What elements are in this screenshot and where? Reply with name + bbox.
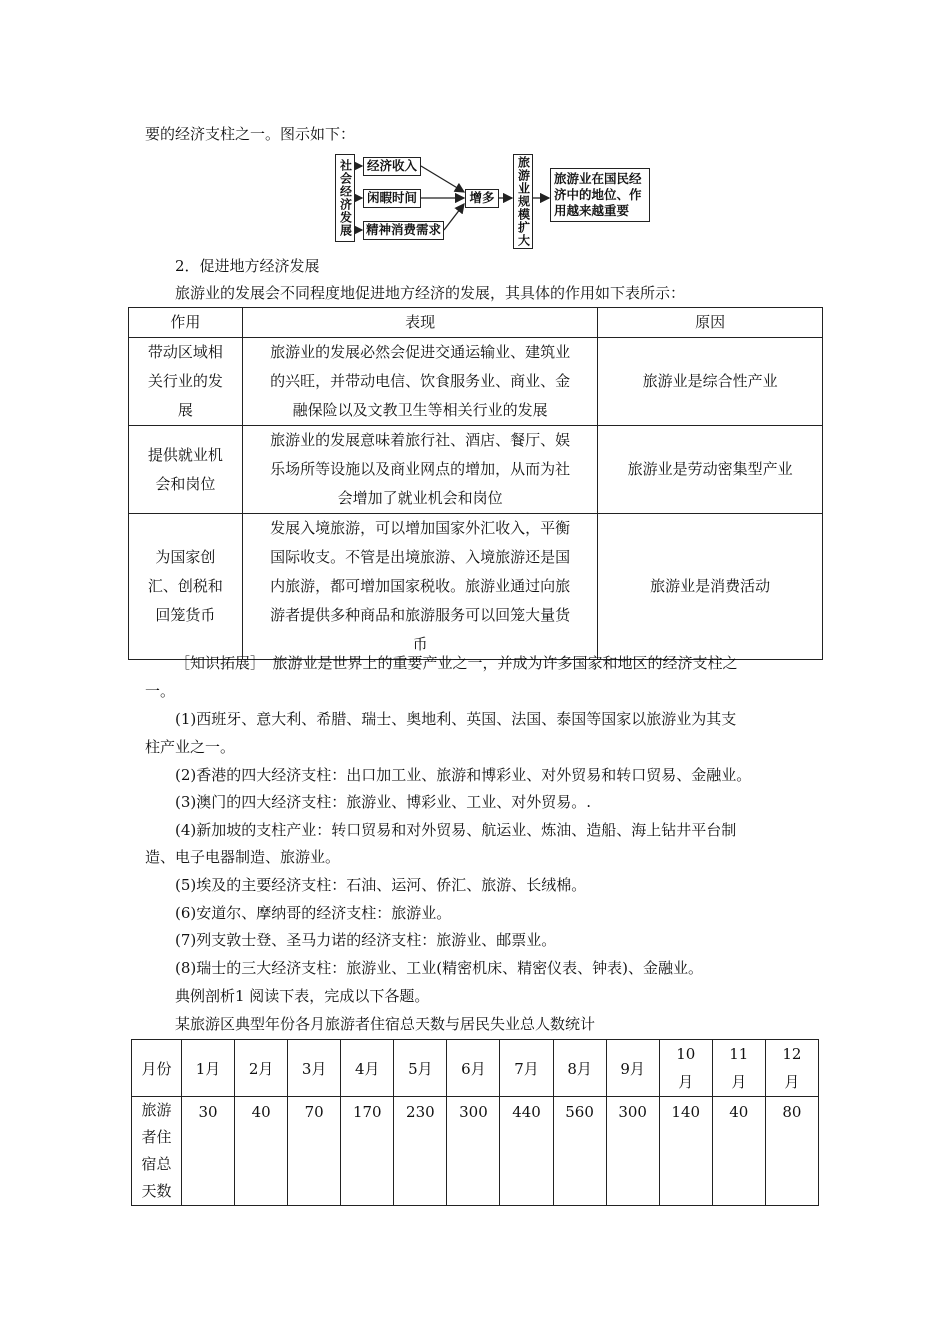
month-cell: 5月	[394, 1040, 447, 1097]
stay-days-row	[132, 1097, 819, 1206]
tourism-stats-table	[131, 1039, 819, 1206]
body-line: (3)澳门的四大经济支柱：旅游业、博彩业、工业、对外贸易。.	[175, 793, 592, 811]
month-cell: 7月	[500, 1040, 553, 1097]
value-cell: 70	[288, 1097, 341, 1206]
table-row	[129, 426, 823, 514]
table-caption: 某旅游区典型年份各月旅游者住宿总天数与居民失业总人数统计	[175, 1015, 596, 1033]
diagram-arrows	[0, 0, 950, 260]
diagram-scale-box: 旅游业规模扩大	[513, 154, 533, 249]
body-line: 一。	[145, 682, 176, 700]
month-cell: 6月	[447, 1040, 500, 1097]
month-cell: 12月	[765, 1040, 818, 1097]
reason-cell: 旅游业是综合性产业	[598, 338, 823, 426]
diagram-factor-demand: 精神消费需求	[363, 221, 444, 240]
body-line: (8)瑞士的三大经济支柱：旅游业、工业(精密机床、精密仪表、钟表)、金融业。	[175, 959, 703, 977]
month-header-label: 月份	[132, 1040, 182, 1097]
value-cell: 440	[500, 1097, 553, 1206]
table-row	[129, 514, 823, 660]
value-cell: 230	[394, 1097, 447, 1206]
body-line: (6)安道尔、摩纳哥的经济支柱：旅游业。	[175, 904, 452, 922]
reason-cell: 旅游业是消费活动	[598, 514, 823, 660]
role-cell: 为国家创 汇、创税和 回笼货币	[129, 514, 243, 660]
body-line: (5)埃及的主要经济支柱：石油、运河、侨汇、旅游、长绒棉。	[175, 876, 587, 894]
diagram-middle-box: 增多	[465, 189, 499, 208]
body-line: (7)列支敦士登、圣马力诺的经济支柱：旅游业、邮票业。	[175, 931, 557, 949]
value-cell: 140	[659, 1097, 712, 1206]
table-header-row	[129, 308, 823, 338]
month-cell: 10月	[659, 1040, 712, 1097]
diagram-factor-leisure: 闲暇时间	[363, 189, 421, 208]
value-cell: 40	[712, 1097, 765, 1206]
value-cell: 80	[765, 1097, 818, 1206]
value-cell: 300	[447, 1097, 500, 1206]
body-line: 造、电子电器制造、旅游业。	[145, 848, 341, 866]
diagram-factor-income: 经济收入	[363, 157, 421, 176]
month-cell: 8月	[553, 1040, 606, 1097]
month-cell: 3月	[288, 1040, 341, 1097]
section-heading: 2．促进地方经济发展	[175, 257, 320, 275]
effects-table	[128, 307, 823, 660]
arrow-factor3-to-middle	[444, 204, 464, 230]
header-reason: 原因	[598, 308, 823, 338]
month-cell: 9月	[606, 1040, 659, 1097]
value-cell: 30	[182, 1097, 235, 1206]
month-cell: 4月	[341, 1040, 394, 1097]
body-line: (1)西班牙、意大利、希腊、瑞士、奥地利、英国、法国、泰国等国家以旅游业为其支	[175, 710, 737, 728]
month-cell: 2月	[235, 1040, 288, 1097]
month-row	[132, 1040, 819, 1097]
example-heading: 典例剖析1 阅读下表，完成以下各题。	[175, 987, 430, 1005]
reason-cell: 旅游业是劳动密集型产业	[598, 426, 823, 514]
table-row	[129, 338, 823, 426]
row-label: 旅游者住宿总天数	[132, 1097, 182, 1206]
performance-cell: 旅游业的发展意味着旅行社、酒店、餐厅、娱 乐场所等设施以及商业网点的增加，从而为社 会增加了就业机会和岗位	[242, 426, 597, 514]
value-cell: 560	[553, 1097, 606, 1206]
value-cell: 170	[341, 1097, 394, 1206]
header-role: 作用	[129, 308, 243, 338]
value-cell: 40	[235, 1097, 288, 1206]
diagram-source-box: 社会经济发展	[335, 154, 355, 242]
body-line: (4)新加坡的支柱产业：转口贸易和对外贸易、航运业、炼油、造船、海上钻井平台制	[175, 821, 737, 839]
performance-cell: 旅游业的发展必然会促进交通运输业、建筑业 的兴旺，并带动电信、饮食服务业、商业、金 融保险以及文教卫生等相关行业的发展	[242, 338, 597, 426]
performance-cell: 发展入境旅游，可以增加国家外汇收入，平衡 国际收支。不管是出境旅游、入境旅游还是国 内旅游，都可增加国家税收。旅游业通过向旅 游者提供多种商品和旅游服务可以回笼大量货 币	[242, 514, 597, 660]
intro-line: 要的经济支柱之一。图示如下：	[145, 125, 356, 143]
month-cell: 11月	[712, 1040, 765, 1097]
role-cell: 带动区域相 关行业的发 展	[129, 338, 243, 426]
body-line: (2)香港的四大经济支柱：出口加工业、旅游和博彩业、对外贸易和转口贸易、金融业。	[175, 766, 752, 784]
month-cell: 1月	[182, 1040, 235, 1097]
knowledge-extension-line: ［知识拓展］ 旅游业是世界上的重要产业之一，并成为许多国家和地区的经济支柱之	[175, 654, 738, 672]
value-cell: 300	[606, 1097, 659, 1206]
section-intro: 旅游业的发展会不同程度地促进地方经济的发展，其具体的作用如下表所示：	[175, 284, 686, 302]
body-line: 柱产业之一。	[145, 738, 236, 756]
arrow-factor1-to-middle	[421, 166, 464, 192]
role-cell: 提供就业机 会和岗位	[129, 426, 243, 514]
header-performance: 表现	[242, 308, 597, 338]
diagram-result-box: 旅游业在国民经济中的地位、作用越来越重要	[550, 168, 650, 222]
